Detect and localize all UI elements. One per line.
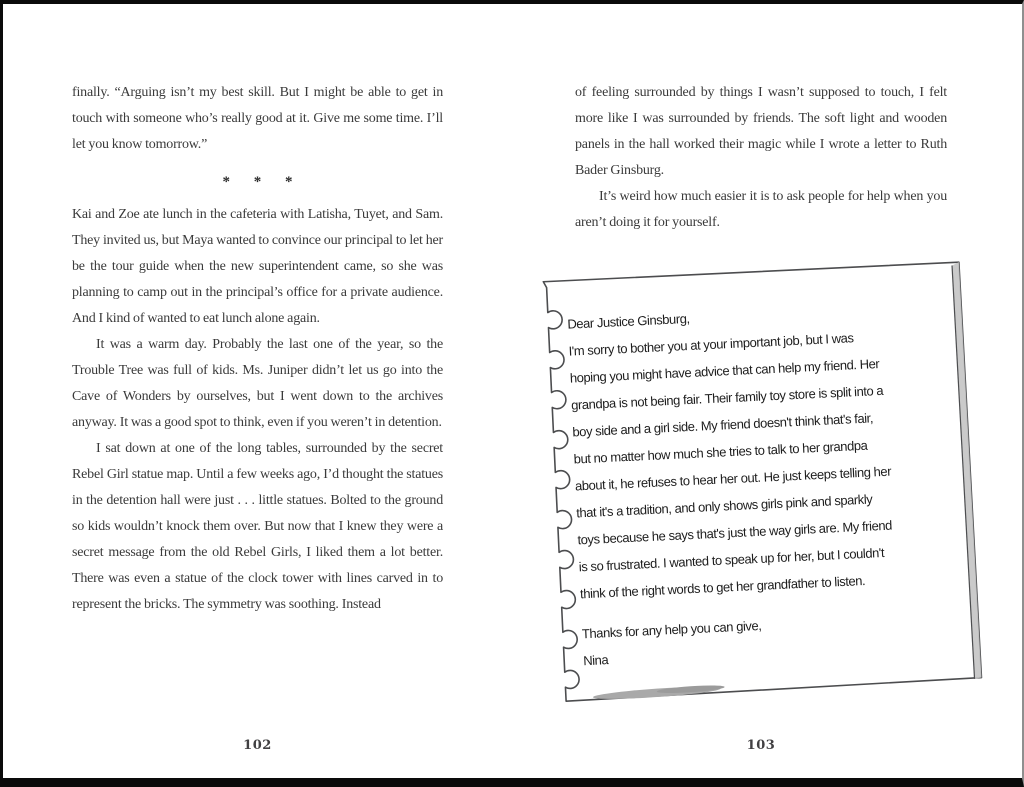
letter-illustration [519, 250, 991, 715]
letter-body-line: hoping you might have advice that can help my friend. Her [569, 356, 880, 386]
letter-body-line: is so frustrated. I wanted to speak up for her, but I couldn't [578, 545, 885, 575]
paragraph: It’s weird how much easier it is to ask people for help when you aren’t doing it for yourself. [575, 189, 947, 230]
letter-body-line: but no matter how much she tries to talk to her grandpa [573, 437, 868, 467]
letter-body-line: think of the right words to get her grandfather to listen. [579, 572, 866, 602]
letter-closing: Thanks for any help you can give, [581, 617, 762, 642]
letter-greeting: Dear Justice Ginsburg, [567, 310, 690, 332]
letter-body-line: I'm sorry to bother you at your important job, but I was [568, 330, 854, 359]
paragraph: It was a warm day. Probably the last one of the year, so the Trouble Tree was full of kids. Ms. Juniper didn’t let us go into the Cave of Wonders by ourselves, but I went down to the archives anyway. It was a good spot to think, even if you weren’t in detention. [72, 337, 443, 430]
letter-body-line: that it's a tradition, and only shows girls pink and sparkly [575, 491, 873, 521]
letter-body-line: toys because he says that's just the way girls are. My friend [577, 517, 893, 548]
page-number-left: 102 [243, 738, 272, 753]
left-page-text-column [72, 80, 443, 618]
paragraph: of feeling surrounded by things I wasn’t supposed to touch, I felt more like I was surrounded by friends. The soft light and wooden panels in the hall worked their magic while I wrote a letter to Ruth Bader Ginsburg. [575, 85, 947, 178]
paragraph: I sat down at one of the long tables, surrounded by the secret Rebel Girl statue map. Until a few weeks ago, I’d thought the statues in the detention hall were just . . . little statues. Bolted to the ground so kids wouldn’t knock them over. But now that I knew they were a secret message from the old Rebel Girls, I liked them a lot better. There was even a statue of the clock tower with lines carved in to represent the bricks. The symmetry was soothing. Instead [72, 441, 443, 612]
letter-body [568, 319, 976, 607]
letter-text [567, 292, 980, 674]
letter-body-line: about it, he refuses to hear her out. He just keeps telling her [574, 463, 892, 494]
letter-signature: Nina [582, 652, 609, 669]
page-number-right: 103 [746, 738, 776, 753]
paragraph: finally. “Arguing isn’t my best skill. But I might be able to get in touch with someone who’s really good at it. Give me some time. I’ll let you know tomorrow.” [72, 85, 443, 152]
section-separator: * * * [222, 174, 303, 190]
letter-body-line: grandpa is not being fair. Their family toy store is split into a [570, 382, 884, 413]
letter-body-line: boy side and a girl side. My friend doesn't think that's fair, [572, 410, 874, 440]
right-page-text-column [575, 80, 947, 236]
paragraph: Kai and Zoe ate lunch in the cafeteria with Latisha, Tuyet, and Sam. They invited us, but Maya wanted to convince our principal to let her be the tour guide when the new superintendent came, so she was planning to camp out in the principal’s office for a private audience. And I kind of wanted to eat lunch alone again. [72, 207, 443, 326]
